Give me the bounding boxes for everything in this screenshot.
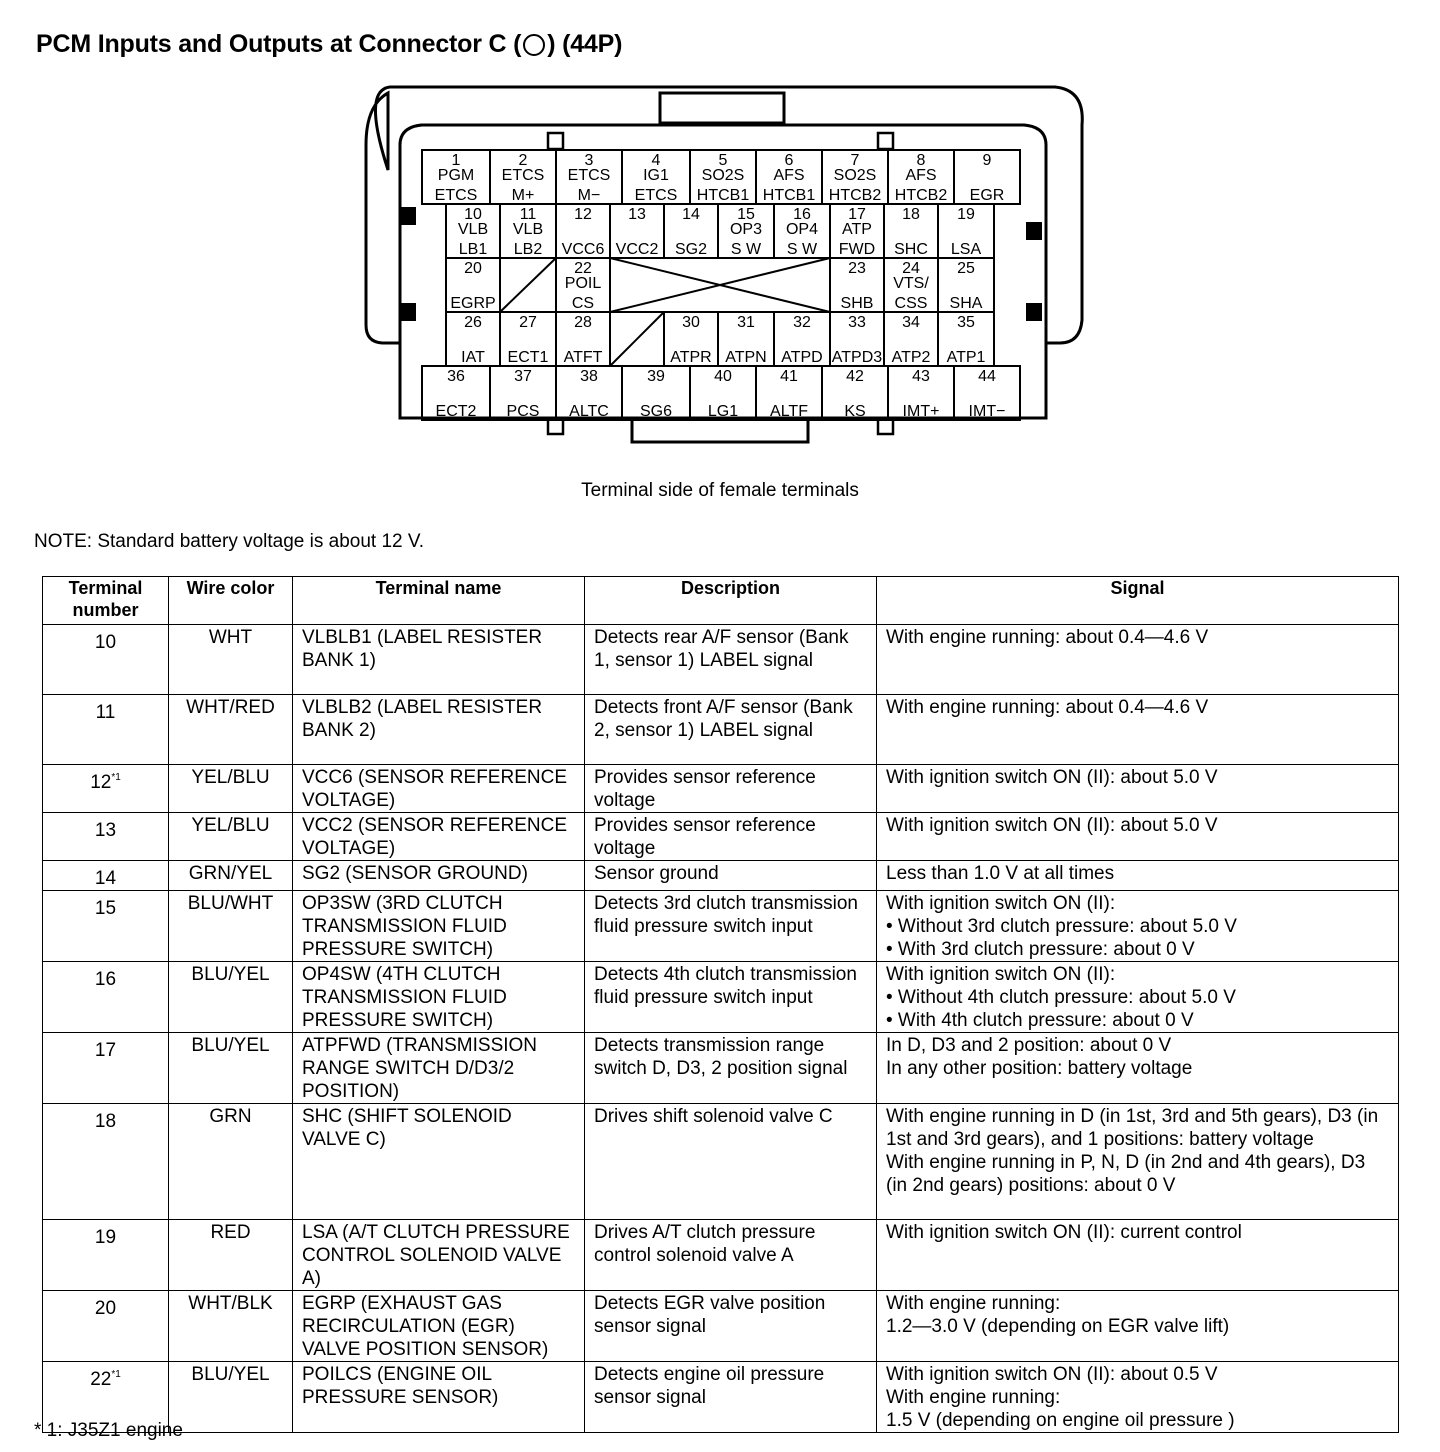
terminal-number: 11 bbox=[519, 206, 537, 223]
terminal-label: LB1 bbox=[458, 241, 488, 258]
terminal-number: 26 bbox=[464, 314, 482, 331]
terminal-label: ECT2 bbox=[435, 403, 477, 420]
circle-icon bbox=[523, 34, 545, 56]
terminal-label: KS bbox=[844, 403, 866, 420]
terminal-name-cell: OP3SW (3RD CLUTCH TRANSMISSION FLUID PRESSURE SWITCH) bbox=[293, 891, 585, 962]
terminal-number: 10 bbox=[464, 206, 482, 223]
terminal-number: 39 bbox=[647, 368, 665, 385]
terminal-label: S W bbox=[786, 241, 818, 258]
terminal-number: 12 bbox=[574, 206, 592, 223]
description-cell: Detects front A/F sensor (Bank 2, sensor 1) LABEL signal bbox=[585, 695, 877, 765]
terminal-number: 1 bbox=[451, 152, 461, 169]
signal-cell: With ignition switch ON (II): • Without 3rd clutch pressure: about 5.0 V • With 3rd clutch pressure: about 0 V bbox=[877, 891, 1399, 962]
terminal-label: IMT− bbox=[968, 403, 1006, 420]
terminal-number-cell: 19 bbox=[43, 1220, 169, 1291]
terminal-label: OP3 bbox=[729, 221, 763, 238]
terminal-number: 30 bbox=[682, 314, 700, 331]
terminal-label: M− bbox=[577, 187, 601, 204]
wire-color-cell: WHT/BLK bbox=[169, 1291, 293, 1362]
terminal-label: ETCS bbox=[434, 187, 478, 204]
terminal-number: 15 bbox=[737, 206, 755, 223]
terminal-label: ECT1 bbox=[507, 349, 549, 366]
wire-color-cell: RED bbox=[169, 1220, 293, 1291]
terminal-number-cell: 13 bbox=[43, 813, 169, 861]
description-cell: Drives shift solenoid valve C bbox=[585, 1104, 877, 1220]
signal-cell: With ignition switch ON (II): • Without 4th clutch pressure: about 5.0 V • With 4th clutch pressure: about 0 V bbox=[877, 962, 1399, 1033]
wire-color-cell: WHT bbox=[169, 625, 293, 695]
wire-color-cell: GRN bbox=[169, 1104, 293, 1220]
signal-cell: With ignition switch ON (II): about 5.0 V bbox=[877, 813, 1399, 861]
terminal-number: 9 bbox=[982, 152, 992, 169]
terminal-number: 22 bbox=[574, 260, 592, 277]
header-description: Description bbox=[585, 577, 877, 625]
terminal-number-cell: 12$^{*1}$ bbox=[43, 765, 169, 813]
terminal-name-cell: OP4SW (4TH CLUTCH TRANSMISSION FLUID PRESSURE SWITCH) bbox=[293, 962, 585, 1033]
header-wire-color: Wire color bbox=[169, 577, 293, 625]
terminal-number: 27 bbox=[519, 314, 537, 331]
description-cell: Provides sensor reference voltage bbox=[585, 813, 877, 861]
terminal-label: IG1 bbox=[643, 167, 669, 184]
terminal-label: SHC bbox=[894, 241, 928, 258]
terminal-number: 32 bbox=[793, 314, 811, 331]
terminal-name-cell: SHC (SHIFT SOLENOID VALVE C) bbox=[293, 1104, 585, 1220]
terminal-label: EGR bbox=[969, 187, 1005, 204]
terminal-number: 14 bbox=[682, 206, 700, 223]
terminal-label: VLB bbox=[512, 221, 544, 238]
connector-diagram bbox=[360, 85, 1090, 450]
description-cell: Detects EGR valve position sensor signal bbox=[585, 1291, 877, 1362]
terminal-label: M+ bbox=[511, 187, 535, 204]
terminal-number-cell: 18 bbox=[43, 1104, 169, 1220]
description-cell: Sensor ground bbox=[585, 861, 877, 891]
terminal-number-cell: 14 bbox=[43, 861, 169, 891]
terminal-name-cell: SG2 (SENSOR GROUND) bbox=[293, 861, 585, 891]
terminal-label: SG6 bbox=[639, 403, 673, 420]
wire-color-cell: WHT/RED bbox=[169, 695, 293, 765]
description-cell: Drives A/T clutch pressure control solenoid valve A bbox=[585, 1220, 877, 1291]
terminal-label: IMT+ bbox=[902, 403, 940, 420]
terminal-label: VCC6 bbox=[561, 241, 605, 258]
terminal-number-cell: 17 bbox=[43, 1033, 169, 1104]
signal-cell: With ignition switch ON (II): about 0.5 V With engine running: 1.5 V (depending on engine oil pressure ) bbox=[877, 1362, 1399, 1433]
terminal-name-cell: ATPFWD (TRANSMISSION RANGE SWITCH D/D3/2 POSITION) bbox=[293, 1033, 585, 1104]
terminal-label: ATP1 bbox=[946, 349, 986, 366]
terminal-number: 17 bbox=[848, 206, 866, 223]
terminal-number-cell: 20 bbox=[43, 1291, 169, 1362]
description-cell: Provides sensor reference voltage bbox=[585, 765, 877, 813]
terminal-label: LSA bbox=[950, 241, 982, 258]
signal-cell: With engine running: about 0.4—4.6 V bbox=[877, 695, 1399, 765]
description-cell: Detects engine oil pressure sensor signal bbox=[585, 1362, 877, 1433]
wire-color-cell: YEL/BLU bbox=[169, 813, 293, 861]
terminal-number: 13 bbox=[628, 206, 646, 223]
signal-cell: With ignition switch ON (II): current control bbox=[877, 1220, 1399, 1291]
terminal-number: 33 bbox=[848, 314, 866, 331]
description-cell: Detects rear A/F sensor (Bank 1, sensor 1) LABEL signal bbox=[585, 625, 877, 695]
terminal-label: VTS/ bbox=[893, 275, 929, 292]
terminal-label: ETCS bbox=[634, 187, 678, 204]
terminal-number-cell: 10 bbox=[43, 625, 169, 695]
terminal-number: 31 bbox=[737, 314, 755, 331]
terminal-number: 44 bbox=[978, 368, 996, 385]
signal-cell: With engine running: 1.2—3.0 V (depending on EGR valve lift) bbox=[877, 1291, 1399, 1362]
table-row bbox=[43, 625, 1399, 695]
terminal-number-cell: 15 bbox=[43, 891, 169, 962]
signal-cell: With engine running in D (in 1st, 3rd and 5th gears), D3 (in 1st and 3rd gears), and 1 positions: battery voltage With engine running in P, N, D (in 2nd and 4th gears), D3 (in 2nd gears) positions: about 0 V bbox=[877, 1104, 1399, 1220]
terminal-number: 4 bbox=[651, 152, 661, 169]
terminal-label: HTCB1 bbox=[762, 187, 816, 204]
battery-note: NOTE: Standard battery voltage is about 12 V. bbox=[34, 531, 425, 552]
terminal-number-cell: 16 bbox=[43, 962, 169, 1033]
terminal-number: 23 bbox=[848, 260, 866, 277]
terminal-label: ATPR bbox=[670, 349, 712, 366]
terminal-number: 41 bbox=[780, 368, 798, 385]
table-row bbox=[43, 861, 1399, 891]
terminal-label: HTCB2 bbox=[828, 187, 882, 204]
terminal-label: ETCS bbox=[501, 167, 545, 184]
terminal-label: ATFT bbox=[563, 349, 603, 366]
table-row bbox=[43, 813, 1399, 861]
terminal-label: AFS bbox=[773, 167, 805, 184]
table-row bbox=[43, 695, 1399, 765]
table-row bbox=[43, 1220, 1399, 1291]
table-row bbox=[43, 1362, 1399, 1433]
terminal-label: SO2S bbox=[833, 167, 877, 184]
terminal-label: ETCS bbox=[567, 167, 611, 184]
footnote-marker: *1 bbox=[111, 772, 121, 783]
table-row bbox=[43, 891, 1399, 962]
description-cell: Detects transmission range switch D, D3, 2 position signal bbox=[585, 1033, 877, 1104]
terminal-label: HTCB1 bbox=[696, 187, 750, 204]
terminal-label: LB2 bbox=[513, 241, 543, 258]
wire-color-cell: BLU/YEL bbox=[169, 962, 293, 1033]
terminal-number-cell: 11 bbox=[43, 695, 169, 765]
terminal-number: 18 bbox=[902, 206, 920, 223]
header-signal: Signal bbox=[877, 577, 1399, 625]
terminal-label: VLB bbox=[457, 221, 489, 238]
terminal-label: ATP bbox=[842, 221, 872, 238]
terminal-name-cell: VLBLB2 (LABEL RESISTER BANK 2) bbox=[293, 695, 585, 765]
signal-cell: In D, D3 and 2 position: about 0 V In any other position: battery voltage bbox=[877, 1033, 1399, 1104]
connector-caption: Terminal side of female terminals bbox=[581, 480, 859, 501]
terminal-number: 28 bbox=[574, 314, 592, 331]
terminal-label: ALTC bbox=[569, 403, 609, 420]
terminal-label: SHA bbox=[949, 295, 983, 312]
page-title: PCM Inputs and Outputs at Connector C ( ) (44P) bbox=[36, 30, 623, 58]
terminal-number: 3 bbox=[584, 152, 594, 169]
terminal-label: VCC2 bbox=[615, 241, 659, 258]
terminal-label: AFS bbox=[905, 167, 937, 184]
table-row bbox=[43, 1291, 1399, 1362]
terminal-number: 34 bbox=[902, 314, 920, 331]
terminal-name-cell: POILCS (ENGINE OIL PRESSURE SENSOR) bbox=[293, 1362, 585, 1433]
wire-color-cell: YEL/BLU bbox=[169, 765, 293, 813]
terminal-label: SG2 bbox=[674, 241, 708, 258]
terminal-label: ATPD bbox=[781, 349, 823, 366]
terminal-label: CS bbox=[571, 295, 595, 312]
wire-color-cell: BLU/YEL bbox=[169, 1362, 293, 1433]
terminal-label: PCS bbox=[506, 403, 540, 420]
terminal-label: ATPD3 bbox=[831, 349, 883, 366]
table-row bbox=[43, 962, 1399, 1033]
terminal-label: EGRP bbox=[450, 295, 496, 312]
terminal-number: 38 bbox=[580, 368, 598, 385]
terminal-number: 8 bbox=[916, 152, 926, 169]
signal-cell: With engine running: about 0.4—4.6 V bbox=[877, 625, 1399, 695]
terminal-number: 20 bbox=[464, 260, 482, 277]
terminal-number: 37 bbox=[514, 368, 532, 385]
terminal-label: IAT bbox=[461, 349, 485, 366]
terminal-number: 42 bbox=[846, 368, 864, 385]
table-row bbox=[43, 1033, 1399, 1104]
terminal-name-cell: EGRP (EXHAUST GAS RECIRCULATION (EGR) VALVE POSITION SENSOR) bbox=[293, 1291, 585, 1362]
signal-cell: Less than 1.0 V at all times bbox=[877, 861, 1399, 891]
terminal-number: 25 bbox=[957, 260, 975, 277]
terminal-number: 7 bbox=[850, 152, 860, 169]
terminal-label: ALTF bbox=[770, 403, 808, 420]
terminal-label: SHB bbox=[840, 295, 874, 312]
footnote: * 1: J35Z1 engine bbox=[34, 1420, 183, 1441]
footnote-marker: *1 bbox=[111, 1369, 121, 1380]
terminal-number: 36 bbox=[447, 368, 465, 385]
signal-cell: With ignition switch ON (II): about 5.0 V bbox=[877, 765, 1399, 813]
terminal-label: ATP2 bbox=[891, 349, 931, 366]
terminal-label: LG1 bbox=[707, 403, 739, 420]
terminal-label: PGM bbox=[437, 167, 475, 184]
terminal-label: SO2S bbox=[701, 167, 745, 184]
header-terminal-number: Terminal number bbox=[43, 577, 169, 625]
terminal-label: POIL bbox=[564, 275, 602, 292]
terminal-label: CSS bbox=[894, 295, 928, 312]
terminal-number: 43 bbox=[912, 368, 930, 385]
terminal-number: 35 bbox=[957, 314, 975, 331]
terminal-number: 5 bbox=[718, 152, 728, 169]
terminal-name-cell: VCC6 (SENSOR REFERENCE VOLTAGE) bbox=[293, 765, 585, 813]
terminal-name-cell: VLBLB1 (LABEL RESISTER BANK 1) bbox=[293, 625, 585, 695]
terminal-number: 19 bbox=[957, 206, 975, 223]
description-cell: Detects 4th clutch transmission fluid pressure switch input bbox=[585, 962, 877, 1033]
terminal-number: 16 bbox=[793, 206, 811, 223]
wire-color-cell: GRN/YEL bbox=[169, 861, 293, 891]
table-row bbox=[43, 1104, 1399, 1220]
terminal-label: ATPN bbox=[725, 349, 767, 366]
terminal-name-cell: VCC2 (SENSOR REFERENCE VOLTAGE) bbox=[293, 813, 585, 861]
terminal-number-cell: 22$^{*1}$ bbox=[43, 1362, 169, 1433]
terminal-name-cell: LSA (A/T CLUTCH PRESSURE CONTROL SOLENOID VALVE A) bbox=[293, 1220, 585, 1291]
header-terminal-name: Terminal name bbox=[293, 577, 585, 625]
terminal-number: 6 bbox=[784, 152, 794, 169]
terminal-label: S W bbox=[730, 241, 762, 258]
terminal-label: OP4 bbox=[785, 221, 819, 238]
table-row bbox=[43, 765, 1399, 813]
terminal-table bbox=[42, 576, 1399, 1433]
terminal-label: HTCB2 bbox=[894, 187, 948, 204]
terminal-number: 2 bbox=[518, 152, 528, 169]
terminal-number: 24 bbox=[902, 260, 920, 277]
description-cell: Detects 3rd clutch transmission fluid pressure switch input bbox=[585, 891, 877, 962]
terminal-number: 40 bbox=[714, 368, 732, 385]
wire-color-cell: BLU/WHT bbox=[169, 891, 293, 962]
wire-color-cell: BLU/YEL bbox=[169, 1033, 293, 1104]
terminal-label: FWD bbox=[838, 241, 876, 258]
